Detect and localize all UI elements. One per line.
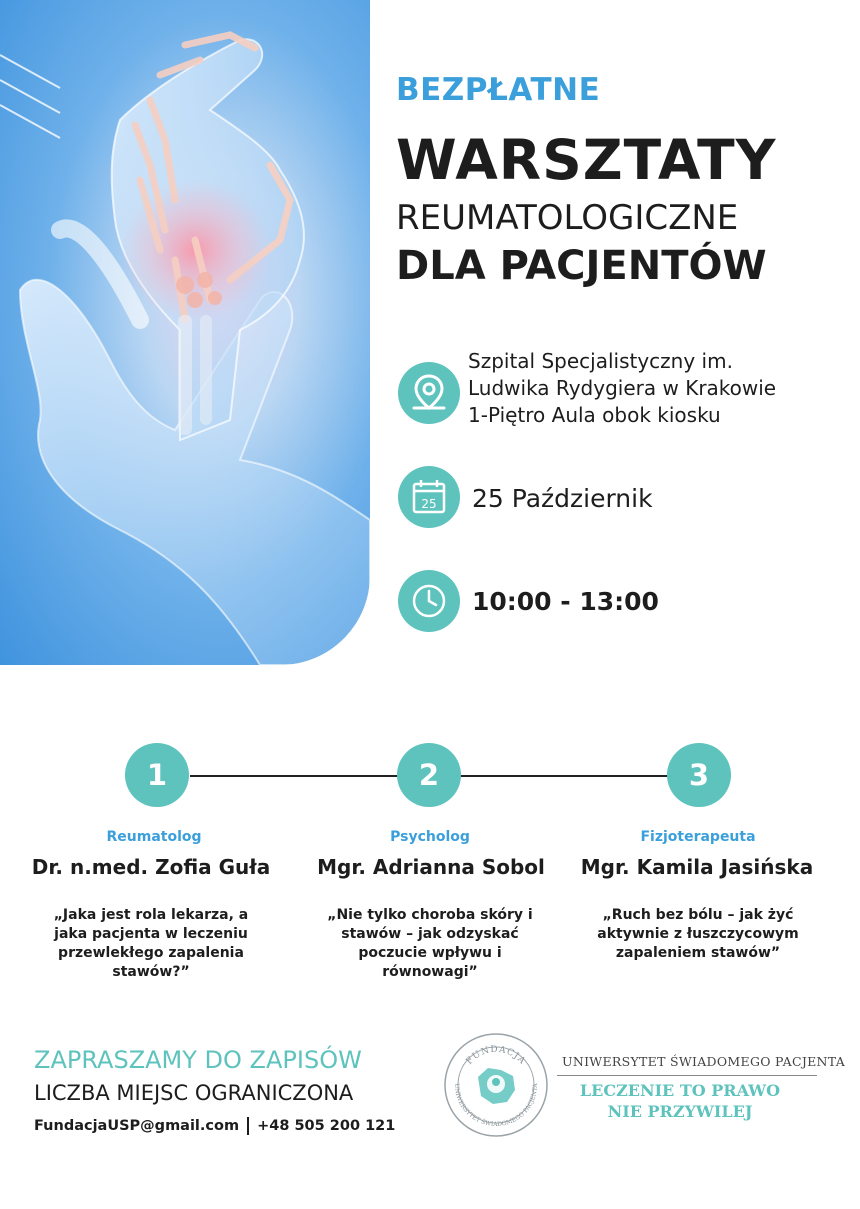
quote-line: stawów – jak odzyskać [341, 926, 519, 942]
speaker-3-role: Fizjoterapeuta [640, 829, 756, 845]
hand-xray-illustration [0, 0, 370, 665]
hero-image [0, 0, 370, 665]
contact-separator [247, 1117, 249, 1135]
location-address [468, 348, 776, 429]
organization-name: UNIWERSYTET ŚWIADOMEGO PACJENTA [562, 1054, 846, 1069]
step-3-circle: 3 [667, 743, 731, 807]
title-for-patients: DLA PACJENTÓW [396, 243, 767, 289]
event-time: 10:00 - 13:00 [472, 587, 659, 616]
speaker-3-name: Mgr. Kamila Jasińska [580, 855, 814, 879]
event-date: 25 Październik [472, 484, 653, 513]
quote-line: stawów?” [112, 964, 190, 980]
location-pin-icon [398, 362, 460, 424]
quote-line: zapaleniem stawów” [615, 945, 781, 961]
quote-line: równowagi” [382, 964, 478, 980]
contact-info [34, 1117, 395, 1135]
calendar-day: 25 [421, 497, 437, 511]
contact-phone[interactable]: +48 505 200 121 [257, 1118, 396, 1134]
contact-email[interactable]: FundacjaUSP@gmail.com [34, 1118, 240, 1134]
quote-line: jaka pacjenta w leczeniu [54, 926, 248, 942]
signup-invitation: ZAPRASZAMY DO ZAPISÓW [34, 1046, 362, 1074]
quote-line: „Ruch bez bólu – jak żyć [602, 907, 794, 923]
speaker-2-name: Mgr. Adrianna Sobol [317, 855, 545, 879]
motto-line: LECZENIE TO PRAWO [579, 1081, 781, 1100]
organization-divider [557, 1075, 817, 1076]
quote-line: „Nie tylko choroba skóry i [327, 907, 533, 923]
speaker-3-quote [583, 906, 813, 963]
limited-seats: LICZBA MIEJSC OGRANICZONA [34, 1081, 354, 1105]
motto-line: NIE PRZYWILEJ [607, 1102, 753, 1121]
quote-line: aktywnie z łuszczycowym [597, 926, 799, 942]
quote-line: „Jaka jest rola lekarza, a [53, 907, 249, 923]
address-line: Szpital Specjalistyczny im. [468, 349, 733, 373]
step-2-circle: 2 [397, 743, 461, 807]
clock-icon [398, 570, 460, 632]
motto [560, 1080, 800, 1122]
title-workshops: WARSZTATY [396, 128, 777, 192]
speaker-1-quote [36, 906, 266, 982]
svg-text:FUNDACJA [465, 1045, 528, 1067]
speaker-1-name: Dr. n.med. Zofia Guła [31, 855, 271, 879]
foundation-seal-logo [443, 1032, 549, 1138]
title-rheumatology: REUMATOLOGICZNE [396, 198, 739, 238]
address-line: Ludwika Rydygiera w Krakowie [468, 376, 777, 400]
seal-bottom-text: UNIWERSYTET ŚWIADOMEGO PACJENTA [452, 1083, 540, 1129]
address-line: 1-Piętro Aula obok kiosku [468, 403, 721, 427]
step-1-circle: 1 [125, 743, 189, 807]
calendar-icon [398, 466, 460, 528]
speaker-1-role: Reumatolog [106, 829, 202, 845]
seal-top-text: FUNDACJA [464, 1044, 528, 1067]
quote-line: przewlekłego zapalenia [58, 945, 244, 961]
speaker-2-quote [315, 906, 545, 982]
quote-line: poczucie wpływu i [358, 945, 502, 961]
free-tag: BEZPŁATNE [396, 72, 601, 108]
speaker-2-role: Psycholog [390, 829, 470, 845]
